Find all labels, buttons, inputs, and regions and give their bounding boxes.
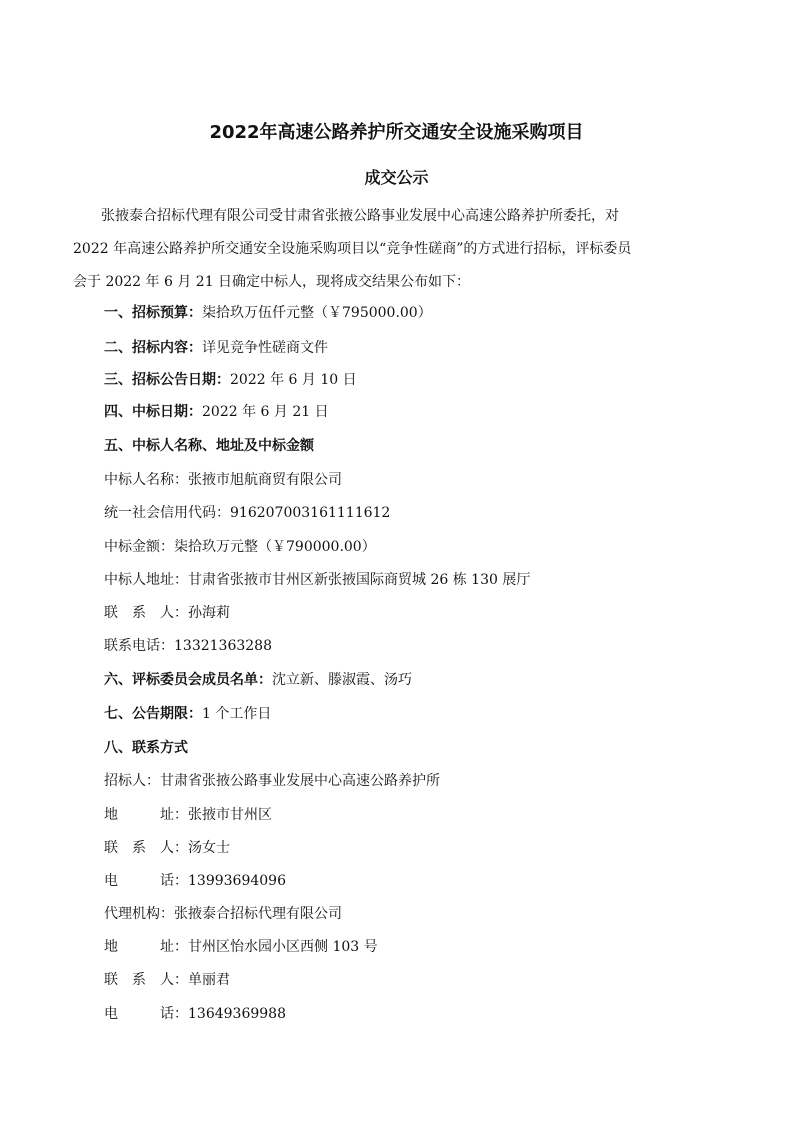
section-announce-date-heading: 三、招标公告日期：	[104, 372, 230, 388]
section-period-value: 1 个工作日	[202, 706, 272, 722]
section-period	[104, 703, 271, 725]
winner-contact-value: ：孙海莉	[174, 605, 230, 621]
winner-address: 中标人地址：甘肃省张掖市甘州区新张掖国际商贸城 26 栋 130 展厅	[104, 572, 531, 588]
tenderer-phone-value: ：13993694096	[174, 873, 286, 889]
section-contacts-heading: 八、联系方式	[104, 740, 188, 756]
document-subtitle: 成交公示	[364, 168, 429, 187]
section-content	[104, 337, 328, 359]
tenderer-phone	[104, 870, 286, 892]
section-winner	[104, 435, 314, 457]
section-content-heading: 二、招标内容：	[104, 340, 202, 356]
tenderer-address	[104, 804, 272, 826]
section-award-date-heading: 四、中标日期：	[104, 404, 202, 420]
section-content-value: 详见竞争性磋商文件	[202, 340, 328, 356]
agency-contact-value: ：单丽君	[174, 972, 230, 988]
section-committee	[104, 669, 412, 691]
section-committee-value: 沈立新、滕淑霞、汤巧	[272, 672, 412, 688]
tenderer-contact-value: ：汤女士	[174, 840, 230, 856]
section-award-date	[104, 401, 329, 423]
section-budget	[104, 302, 432, 324]
agency-phone-value: ：13649369988	[174, 1006, 286, 1022]
tenderer-contact-label: 联系人	[104, 840, 174, 856]
section-budget-value: 柒拾玖万伍仟元整（￥795000.00）	[202, 305, 432, 321]
agency-name: 代理机构：张掖泰合招标代理有限公司	[104, 906, 342, 922]
winner-credit-code: 统一社会信用代码：916207003161111612	[104, 505, 391, 521]
agency-address-label: 地址	[104, 939, 174, 955]
winner-phone: 联系电话：13321363288	[104, 638, 272, 654]
section-committee-heading: 六、评标委员会成员名单：	[104, 672, 272, 688]
tenderer-address-value: ：张掖市甘州区	[174, 807, 272, 823]
tenderer-contact	[104, 837, 230, 859]
section-contacts	[104, 737, 188, 759]
document-title: 2022年高速公路养护所交通安全设施采购项目	[209, 122, 584, 143]
agency-address-value: ：甘州区怡水园小区西侧 103 号	[174, 939, 378, 955]
section-winner-heading: 五、中标人名称、地址及中标金额	[104, 438, 314, 454]
tenderer-phone-label: 电话	[104, 873, 174, 889]
winner-amount: 中标金额：柒拾玖万元整（￥790000.00）	[104, 539, 376, 555]
tenderer-address-label: 地址	[104, 807, 174, 823]
winner-name: 中标人名称：张掖市旭航商贸有限公司	[104, 472, 342, 488]
agency-phone-label: 电话	[104, 1006, 174, 1022]
intro-line-2: 2022 年高速公路养护所交通安全设施采购项目以“竞争性磋商”的方式进行招标，评标委员	[73, 241, 632, 257]
section-announce-date	[104, 369, 357, 391]
intro-line-3: 会于 2022 年 6 月 21 日确定中标人，现将成交结果公布如下：	[73, 274, 471, 290]
section-award-date-value: 2022 年 6 月 21 日	[202, 404, 329, 420]
agency-phone	[104, 1003, 286, 1025]
agency-address	[104, 936, 378, 958]
section-announce-date-value: 2022 年 6 月 10 日	[230, 372, 357, 388]
intro-line-1: 张掖泰合招标代理有限公司受甘肃省张掖公路事业发展中心高速公路养护所委托，对	[101, 208, 619, 224]
winner-contact-label: 联系人	[104, 605, 174, 621]
agency-contact-label: 联系人	[104, 972, 174, 988]
agency-contact	[104, 969, 230, 991]
intro-paragraph	[73, 200, 723, 299]
tenderer-name: 招标人：甘肃省张掖公路事业发展中心高速公路养护所	[104, 773, 440, 789]
section-period-heading: 七、公告期限：	[104, 706, 202, 722]
winner-contact	[104, 602, 230, 624]
section-budget-heading: 一、招标预算：	[104, 305, 202, 321]
